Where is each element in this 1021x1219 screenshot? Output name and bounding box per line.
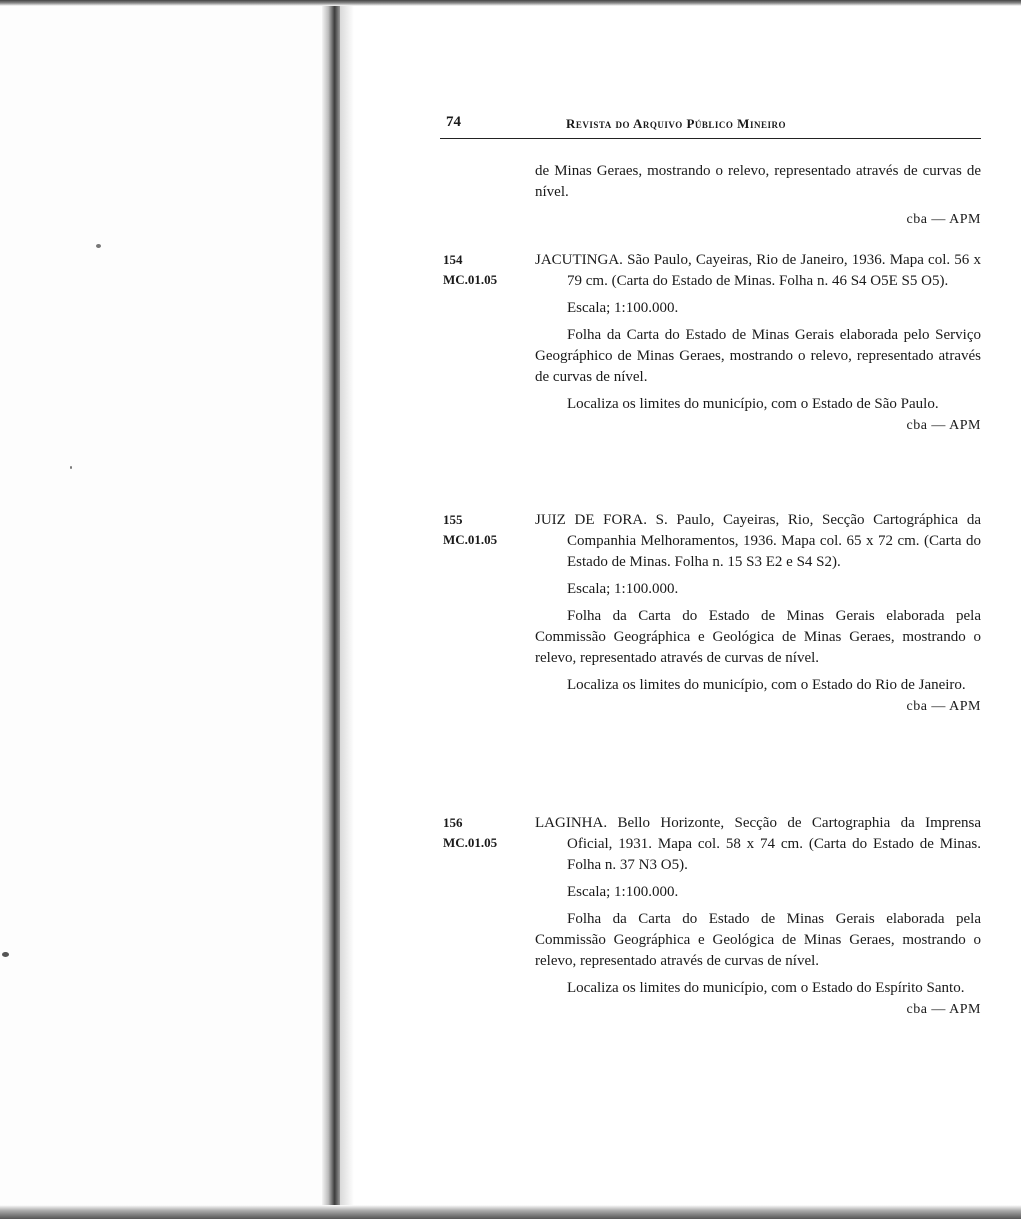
entry-description: Folha da Carta do Estado de Minas Gerais elaborada pela Commissão Geográphica e Geológica de Minas Geraes, mostrando o relevo, representado através de curvas de nível. [535, 911, 981, 969]
signature: cba — APM [906, 212, 981, 227]
entry-locality: Localiza os limites do município, com o Estado do Rio de Janeiro. [567, 677, 966, 693]
running-head [440, 114, 981, 139]
entry-description: Folha da Carta do Estado de Minas Gerais elaborada pela Commissão Geográphica e Geológica de Minas Geraes, mostrando o relevo, representado através de curvas de nível. [535, 608, 981, 666]
journal-title: Revista do Arquivo Público Mineiro [566, 116, 786, 131]
page-number: 74 [446, 114, 461, 130]
book-spine-shadow [322, 0, 340, 1219]
entry-scale: Escala; 1:100.000. [567, 300, 679, 316]
entry-description: Folha da Carta do Estado de Minas Gerais elaborada pelo Serviço Geográphico de Minas Geraes, mostrando o relevo, representado através de curvas de nível. [535, 327, 981, 385]
entry-citation: JUIZ DE FORA. S. Paulo, Cayeiras, Rio, Secção Cartográphica da Companhia Melhoramentos, 1936. Mapa col. 65 x 72 cm. (Carta do Estado de Minas. Folha n. 15 S3 E2 e S4 S2). [535, 512, 981, 570]
scan-speck [96, 244, 101, 248]
entry-number: 156 [443, 815, 463, 830]
entry-number: 155 [443, 512, 463, 527]
entry-reference [443, 510, 497, 550]
gutter-shading [340, 0, 354, 1219]
entry-scale: Escala; 1:100.000. [567, 581, 679, 597]
entry-body [535, 813, 981, 1020]
document-page [440, 0, 985, 1219]
entry-reference [443, 813, 497, 853]
entry-body [535, 250, 981, 436]
entry-locality: Localiza os limites do município, com o Estado do Espírito Santo. [567, 980, 965, 996]
entry-title: LAGINHA [535, 815, 604, 831]
continued-entry [535, 161, 981, 230]
scan-speck [2, 952, 9, 957]
signature: cba — APM [906, 418, 981, 433]
signature: cba — APM [906, 699, 981, 714]
facing-page-margin [0, 0, 330, 1219]
entry-reference [443, 250, 497, 290]
entry-locality: Localiza os limites do município, com o Estado de São Paulo. [567, 396, 939, 412]
entry-title: JUIZ DE FORA [535, 512, 644, 528]
entry-title: JACUTINGA [535, 252, 620, 268]
entry-code: MC.01.05 [443, 835, 498, 850]
entry-scale: Escala; 1:100.000. [567, 884, 679, 900]
entry-body [535, 510, 981, 717]
entry-citation: JACUTINGA. São Paulo, Cayeiras, Rio de Janeiro, 1936. Mapa col. 56 x 79 cm. (Carta do Estado de Minas. Folha n. 46 S4 O5E S5 O5). [535, 252, 981, 289]
continued-text: de Minas Geraes, mostrando o relevo, representado através de curvas de nível. [535, 163, 981, 200]
entry-citation: LAGINHA. Bello Horizonte, Secção de Cartographia da Imprensa Oficial, 1931. Mapa col. 58 x 74 cm. (Carta do Estado de Minas. Folha n. 37 N3 O5). [535, 815, 981, 873]
signature: cba — APM [906, 1002, 981, 1017]
entry-number: 154 [443, 252, 463, 267]
scan-speck [70, 466, 72, 469]
entry-code: MC.01.05 [443, 272, 498, 287]
entry-code: MC.01.05 [443, 532, 498, 547]
